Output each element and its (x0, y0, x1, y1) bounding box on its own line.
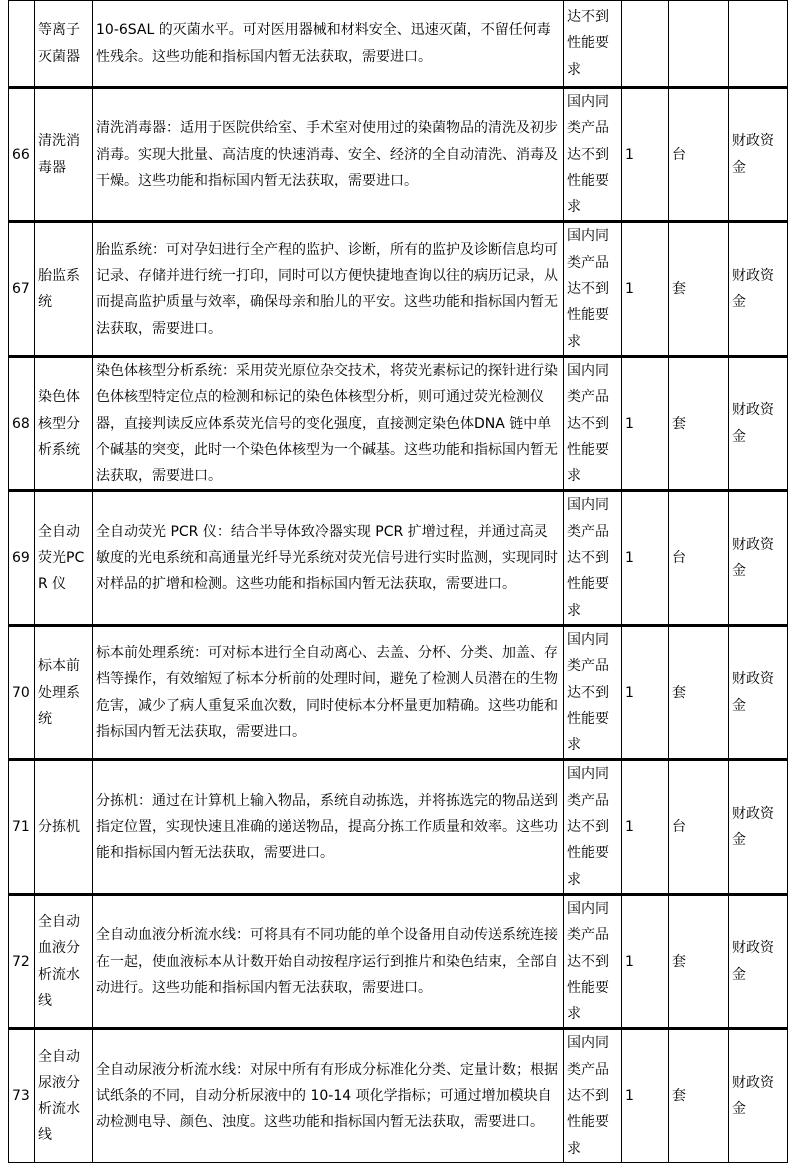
row-number: 72 (9, 894, 35, 1028)
unit: 台 (669, 491, 729, 625)
import-reason: 国内同类产品达不到性能要求 (564, 760, 622, 894)
equipment-table (8, 0, 788, 1163)
table-row (9, 222, 788, 356)
quantity (622, 1, 669, 88)
row-number: 73 (9, 1029, 35, 1162)
equipment-description: 10-6SAL 的灭菌水平。可对医用器械和材料安全、迅速灭菌，不留任何毒性残余。这些功能和指标国内暂无法获取，需要进口。 (93, 1, 564, 88)
table-row (9, 1, 788, 88)
import-reason: 国内同类产品达不到性能要求 (564, 491, 622, 625)
equipment-description: 全自动荧光 PCR 仪：结合半导体致冷器实现 PCR 扩增过程，并通过高灵敏度的光电系统和高通量光纤导光系统对荧光信号进行实时监测，实现同时对样品的扩增和检测。这些功能和指标国内暂无法获取，需要进口。 (93, 491, 564, 625)
fund-source: 财政资金 (729, 760, 788, 894)
unit: 套 (669, 1029, 729, 1162)
fund-source: 财政资金 (729, 88, 788, 222)
unit: 套 (669, 625, 729, 759)
table-row (9, 625, 788, 759)
equipment-name: 标本前处理系统 (35, 625, 93, 759)
quantity: 1 (622, 1029, 669, 1162)
table-row (9, 1029, 788, 1162)
row-number: 66 (9, 88, 35, 222)
import-reason: 国内同类产品达不到性能要求 (564, 88, 622, 222)
equipment-description: 全自动血液分析流水线：可将具有不同功能的单个设备用自动传送系统连接在一起，使血液标本从计数开始自动按程序运行到推片和染色结束，全部自动进行。这些功能和指标国内暂无法获取，需要进口。 (93, 894, 564, 1028)
equipment-name: 清洗消毒器 (35, 88, 93, 222)
equipment-description: 标本前处理系统：可对标本进行全自动离心、去盖、分杯、分类、加盖、存档等操作，有效缩短了标本分析前的处理时间，避免了检测人员潜在的生物危害，减少了病人重复采血次数，同时使标本分杯量更加精确。这些功能和指标国内暂无法获取，需要进口。 (93, 625, 564, 759)
table-row (9, 491, 788, 625)
row-number: 67 (9, 222, 35, 356)
table-row (9, 894, 788, 1028)
fund-source: 财政资金 (729, 356, 788, 490)
row-number (9, 1, 35, 88)
equipment-description: 清洗消毒器：适用于医院供给室、手术室对使用过的染菌物品的清洗及初步消毒。实现大批量、高洁度的快速消毒、安全、经济的全自动清洗、消毒及干燥。这些功能和指标国内暂无法获取，需要进口。 (93, 88, 564, 222)
import-reason: 达不到性能要求 (564, 1, 622, 88)
row-number: 71 (9, 760, 35, 894)
equipment-description: 染色体核型分析系统：采用荧光原位杂交技术，将荧光素标记的探针进行染色体核型特定位点的检测和标记的染色体核型分析，则可通过荧光检测仪器，直接判读反应体系荧光信号的变化强度，直接测定染色体DNA 链中单个碱基的突变，此时一个染色体核型为一个碱基。这些功能和指标国内暂无法获取，需要进口。 (93, 356, 564, 490)
fund-source: 财政资金 (729, 1029, 788, 1162)
unit: 套 (669, 222, 729, 356)
import-reason: 国内同类产品达不到性能要求 (564, 222, 622, 356)
quantity: 1 (622, 356, 669, 490)
unit: 套 (669, 356, 729, 490)
import-reason: 国内同类产品达不到性能要求 (564, 356, 622, 490)
import-reason: 国内同类产品达不到性能要求 (564, 894, 622, 1028)
fund-source: 财政资金 (729, 625, 788, 759)
equipment-description: 分拣机：通过在计算机上输入物品，系统自动拣选，并将拣选完的物品送到指定位置，实现快速且准确的递送物品，提高分拣工作质量和效率。这些功能和指标国内暂无法获取，需要进口。 (93, 760, 564, 894)
quantity: 1 (622, 88, 669, 222)
equipment-name: 等离子灭菌器 (35, 1, 93, 88)
fund-source (729, 1, 788, 88)
unit (669, 1, 729, 88)
equipment-name: 分拣机 (35, 760, 93, 894)
equipment-description: 全自动尿液分析流水线：对尿中所有有形成分标准化分类、定量计数；根据试纸条的不同，自动分析尿液中的 10-14 项化学指标；可通过增加模块自动检测电导、颜色、浊度。这些功能和指标国内暂无法获取，需要进口。 (93, 1029, 564, 1162)
unit: 台 (669, 760, 729, 894)
equipment-description: 胎监系统：可对孕妇进行全产程的监护、诊断，所有的监护及诊断信息均可记录、存储并进行统一打印，同时可以方便快捷地查询以往的病历记录，从而提高监护质量与效率，确保母亲和胎儿的平安。这些功能和指标国内暂无法获取，需要进口。 (93, 222, 564, 356)
equipment-name: 染色体核型分析系统 (35, 356, 93, 490)
fund-source: 财政资金 (729, 222, 788, 356)
row-number: 68 (9, 356, 35, 490)
table-row (9, 356, 788, 490)
quantity: 1 (622, 222, 669, 356)
unit: 套 (669, 894, 729, 1028)
quantity: 1 (622, 894, 669, 1028)
row-number: 69 (9, 491, 35, 625)
quantity: 1 (622, 491, 669, 625)
quantity: 1 (622, 760, 669, 894)
equipment-name: 全自动尿液分析流水线 (35, 1029, 93, 1162)
import-reason: 国内同类产品达不到性能要求 (564, 625, 622, 759)
row-number: 70 (9, 625, 35, 759)
fund-source: 财政资金 (729, 491, 788, 625)
equipment-name: 胎监系统 (35, 222, 93, 356)
fund-source: 财政资金 (729, 894, 788, 1028)
equipment-name: 全自动荧光PCR 仪 (35, 491, 93, 625)
quantity: 1 (622, 625, 669, 759)
table-row (9, 88, 788, 222)
table-row (9, 760, 788, 894)
unit: 台 (669, 88, 729, 222)
equipment-name: 全自动血液分析流水线 (35, 894, 93, 1028)
import-reason: 国内同类产品达不到性能要求 (564, 1029, 622, 1162)
